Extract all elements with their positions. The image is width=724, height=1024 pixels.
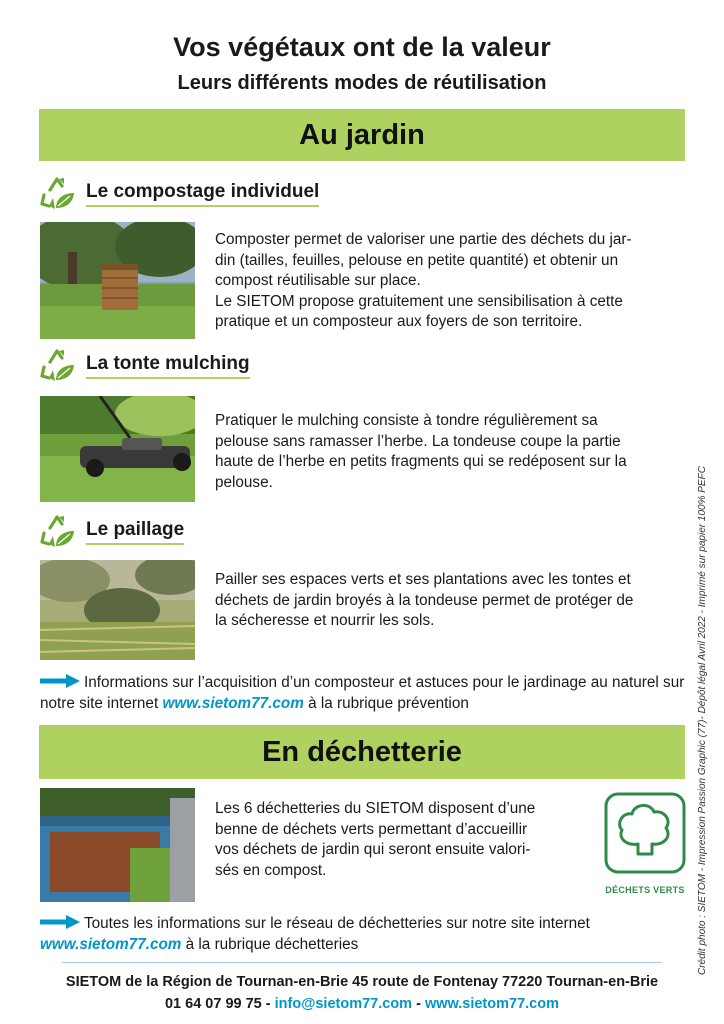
text-line: pelouse. [215, 473, 273, 491]
text-line: din (tailles, feuilles, pelouse en petite quantité) et obtenir un [215, 251, 619, 269]
section-title-label: Le paillage [86, 519, 184, 545]
footer-address: SIETOM de la Région de Tournan-en-Brie 45 route de Fontenay 77220 Tournan-en-Brie [65, 974, 659, 990]
website-link[interactable]: www.sietom77.com [40, 936, 182, 953]
footer-website-link[interactable]: www.sietom77.com [424, 996, 559, 1012]
separator: - [412, 996, 425, 1012]
section-band-garden: Au jardin [39, 109, 685, 161]
section-title-label: La tonte mulching [86, 353, 250, 379]
recycle-leaf-icon [40, 514, 76, 550]
page-subtitle: Leurs différents modes de réutilisation [177, 72, 547, 94]
compost-bin-photo [40, 222, 195, 339]
dumpster-photo [40, 788, 195, 902]
footer-contact [0, 996, 724, 1012]
dechetterie-info [40, 913, 686, 955]
text-line: Pratiquer le mulching consiste à tondre régulièrement sa [215, 412, 598, 429]
info-text: Informations sur l’acquisition d’un composteur et astuces pour le jardinage au naturel sur notre site internet [40, 674, 685, 712]
paillage-text [215, 570, 685, 632]
garden-info [40, 672, 686, 714]
mulching-text [215, 411, 685, 493]
footer-email-link[interactable]: info@sietom77.com [274, 996, 413, 1012]
text-line: pratique et un composteur aux foyers de son territoire. [215, 313, 583, 330]
info-text: à la rubrique déchetteries [181, 936, 359, 953]
compostage-text [215, 230, 685, 333]
dechetterie-text [215, 799, 590, 881]
info-text: Toutes les informations sur le réseau de déchetteries sur notre site internet [84, 915, 590, 932]
text-line: Les 6 déchetteries du SIETOM disposent d’une [215, 800, 536, 817]
recycle-leaf-icon [40, 348, 76, 384]
section-title-label: Le compostage individuel [86, 181, 319, 207]
text-line: Composter permet de valoriser une partie des déchets du jar- [215, 231, 632, 248]
info-text: à la rubrique prévention [303, 695, 469, 712]
text-line: la sécheresse et nourrir les sols. [215, 612, 435, 629]
badge-label: DÉCHETS VERTS [605, 885, 685, 895]
text-line: benne de déchets verts permettant d’accueillir [215, 820, 528, 838]
arrow-right-icon [40, 674, 80, 688]
section-title-compostage [40, 176, 319, 212]
footer-divider [62, 962, 662, 963]
text-line: Pailler ses espaces verts et ses plantations avec les tontes et [215, 571, 631, 588]
arrow-right-icon [40, 915, 80, 929]
recycle-leaf-icon [40, 176, 76, 212]
tree-icon [604, 792, 686, 874]
dechets-verts-badge [604, 792, 686, 896]
section-band-dechetterie: En déchetterie [39, 725, 685, 779]
text-line: Le SIETOM propose gratuitement une sensibilisation à cette [215, 292, 623, 310]
lawn-mower-photo [40, 396, 195, 502]
section-title-mulching [40, 348, 250, 384]
text-line: pelouse sans ramasser l’herbe. La tondeuse coupe la partie [215, 432, 621, 450]
mulch-photo [40, 560, 195, 660]
text-line: haute de l’herbe en petits fragments qui se redéposent sur la [215, 453, 627, 470]
separator: - [261, 996, 275, 1012]
page-title: Vos végétaux ont de la valeur [173, 32, 551, 62]
section-title-paillage [40, 514, 184, 550]
footer-phone: 01 64 07 99 75 [164, 996, 262, 1012]
website-link[interactable]: www.sietom77.com [162, 695, 304, 712]
text-line: vos déchets de jardin qui seront ensuite valori- [215, 841, 531, 858]
text-line: déchets de jardin broyés à la tondeuse permet de protéger de [215, 591, 634, 609]
text-line: compost réutilisable sur place. [215, 272, 421, 289]
text-line: sés en compost. [215, 861, 327, 879]
side-credit: Crédit photo : SIETOM - Impression Passion Graphic (77)- Dépôt légal Avril 2022 - Imprimé sur papier 100% PEFC [697, 466, 708, 975]
